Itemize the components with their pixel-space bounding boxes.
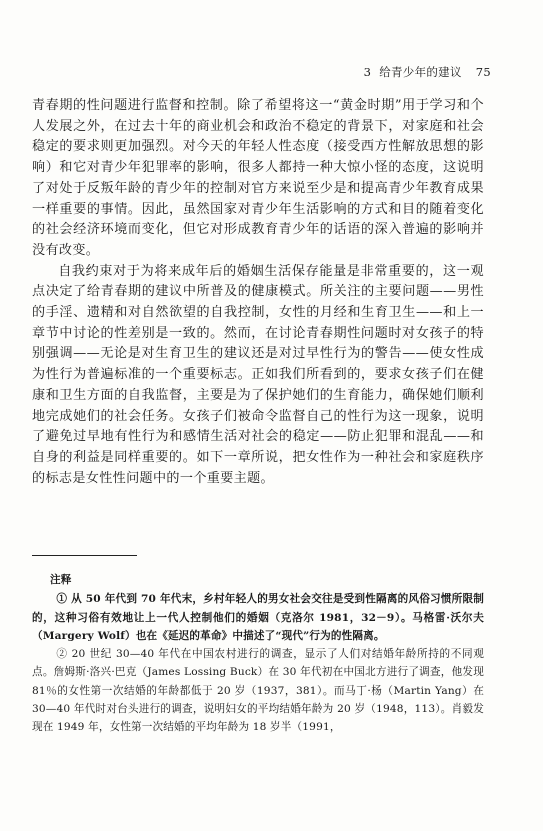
- paragraph: 青春期的性问题进行监督和控制。除了希望将这一“黄金时期”用于学习和个人发展之外，在过去十年的商业机会和政治不稳定的背景下，对家庭和社会稳定的要求则更加强烈。对今天的年轻人性态度（接受西方性解放思想的影响）和它对青少年犯罪率的影响，很多人都持一种大惊小怪的态度，这说明了对处于反叛年龄的青少年的控制对官方来说至少是和提高青少年教育成果一样重要的事情。因此，虽然国家对青少年生活影响的方式和目的随着变化的社会经济环境而变化，但它对形成教育青少年的话语的深入普遍的影响并没有改变。: [32, 98, 484, 258]
- running-header: [364, 64, 491, 80]
- chapter-number: 3: [363, 65, 372, 79]
- footnote: ① 从 50 年代到 70 年代末，乡村年轻人的男女社会交往是受到性隔离的风俗习惯所限制的，这种习俗有效地让上一代人控制他们的婚姻（克洛尔 1981，32－9）。马格雷·沃尔夫（Margery Wolf）也在《延迟的革命》中描述了“现代”行为的性隔离。: [32, 593, 484, 642]
- footnote: ② 20 世纪 30—40 年代在中国农村进行的调查，显示了人们对结婚年龄所持的不同观点。詹姆斯·洛兴·巴克（James Lossing Buck）在 30 年代初在中国北方进行了调查，他发现 81％的女性第一次结婚的年龄都低于 20 岁（1937，381）。而马丁·杨（Martin Yang）在 30—40 年代时对台头进行的调查，说明妇女的平均结婚年龄为 20 岁（1948，113）。肖毅发现在 1949 年，女性第一次结婚的平均年龄为 18 岁半（1991，: [32, 648, 484, 734]
- main-text: [32, 96, 484, 489]
- page-number: 75: [475, 65, 491, 79]
- footnotes: [32, 571, 484, 737]
- footnote-divider: [32, 555, 137, 556]
- paragraph: 自我约束对于为将来成年后的婚姻生活保存能量是非常重要的，这一观点决定了给青春期的建议中所普及的健康模式。所关注的主要问题——男性的手淫、遗精和对自然欲望的自我控制，女性的月经和生育卫生——和上一章节中讨论的性差别是一致的。然而，在讨论青春期性问题时对女孩子的特别强调——无论是对生育卫生的建议还是对过早性行为的警告——使女性成为性行为普遍标准的一个重要标志。正如我们所看到的，要求女孩子们在健康和卫生方面的自我监督，主要是为了保护她们的生育能力，确保她们顺利地完成她们的社会任务。女孩子们被命令监督自己的性行为这一现象，说明了避免过早地有性行为和感情生活对社会的稳定——防止犯罪和混乱——和自身的利益是同样重要的。如下一章所说，把女性作为一种社会和家庭秩序的标志是女性性问题中的一个重要主题。: [32, 263, 484, 486]
- chapter-title: 给青少年的建议: [379, 65, 462, 79]
- footnotes-title: 注释: [50, 574, 72, 586]
